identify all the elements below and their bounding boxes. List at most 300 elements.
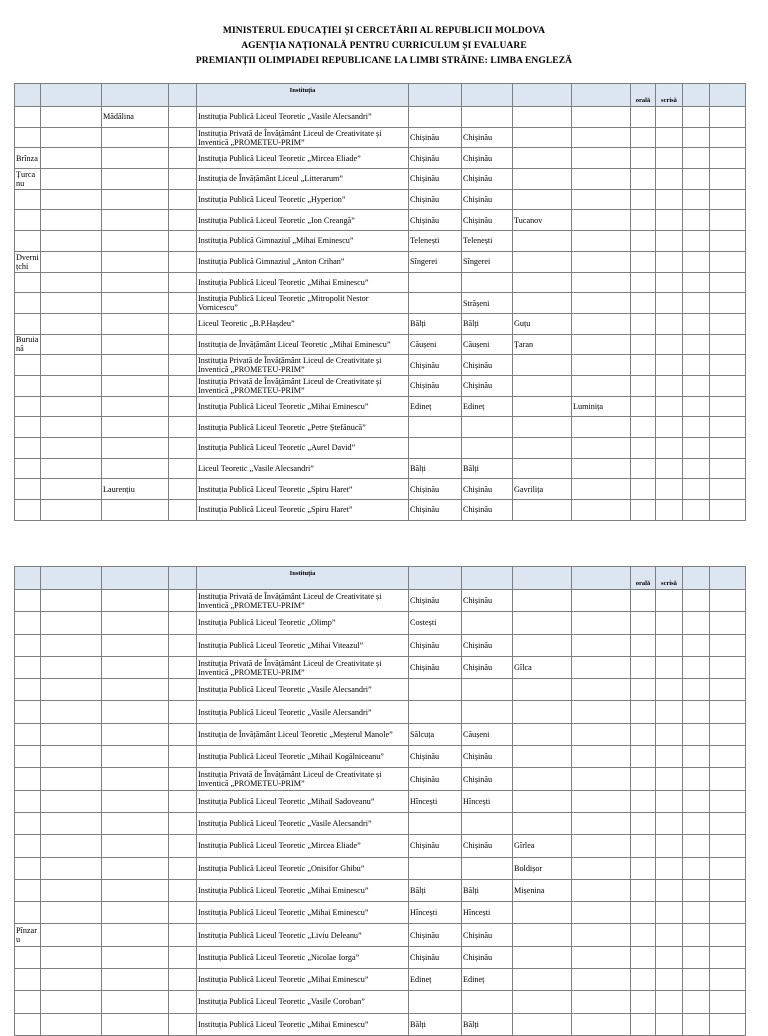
table-cell: [513, 612, 572, 634]
table-cell: [41, 313, 102, 334]
table-cell: [15, 313, 41, 334]
table-cell: [102, 334, 169, 355]
table-cell: [710, 946, 746, 968]
table-cell: Chișinău: [409, 169, 462, 190]
table-cell: Chișinău: [462, 355, 513, 376]
institution-cell: Instituția Publică Liceul Teoretic „Mihai Eminescu”: [197, 902, 409, 924]
institution-cell: Instituția Publică Liceul Teoretic „Mihail Sadoveanu”: [197, 790, 409, 812]
table-cell: [631, 857, 656, 879]
table-cell: [102, 210, 169, 231]
table-cell: [41, 879, 102, 901]
table-cell: [15, 946, 41, 968]
institution-cell: Instituția Publică Liceul Teoretic „Onisifor Ghibu”: [197, 857, 409, 879]
table-cell: [656, 500, 683, 521]
table-cell: Chișinău: [462, 946, 513, 968]
table-cell: Chișinău: [409, 127, 462, 148]
table-cell: [409, 272, 462, 293]
table-row: [15, 634, 746, 656]
table-cell: [656, 790, 683, 812]
table-cell: [169, 293, 197, 314]
institution-cell: Instituția Publică Liceul Teoretic „Olimp”: [197, 612, 409, 634]
table-cell: Căușeni: [462, 723, 513, 745]
table-cell: [710, 334, 746, 355]
table-cell: [572, 924, 631, 946]
table-cell: [102, 790, 169, 812]
table-cell: Telenești: [462, 231, 513, 252]
table-cell: [656, 396, 683, 417]
table-cell: [15, 790, 41, 812]
title-olympiad: PREMIANȚII OLIMPIADEI REPUBLICANE LA LIMBI STRĂINE: LIMBA ENGLEZĂ: [195, 56, 573, 66]
table-header-row: [15, 84, 746, 107]
table-cell: [15, 417, 41, 438]
table-cell: [572, 251, 631, 272]
table-cell: [513, 438, 572, 459]
table-cell: [683, 417, 710, 438]
table-cell: [513, 458, 572, 479]
table-cell: [656, 969, 683, 991]
table-cell: [572, 334, 631, 355]
institution-cell: Instituția Publică Liceul Teoretic „Mircea Eliade”: [197, 148, 409, 169]
table-cell: [683, 169, 710, 190]
table-cell: [656, 251, 683, 272]
table-cell: Chișinău: [409, 500, 462, 521]
table-cell: [169, 251, 197, 272]
table-cell: [710, 251, 746, 272]
table-cell: [513, 924, 572, 946]
header-cell: [15, 84, 41, 107]
table-cell: [656, 127, 683, 148]
table-row: [15, 656, 746, 678]
table-cell: [169, 355, 197, 376]
header-institution: Instituția: [197, 84, 409, 107]
table-cell: Laurențiu: [102, 479, 169, 500]
table-cell: [631, 231, 656, 252]
table-cell: [656, 355, 683, 376]
table-cell: [102, 991, 169, 1013]
table-cell: [169, 656, 197, 678]
table-cell: [102, 924, 169, 946]
table-cell: Gîlca: [513, 656, 572, 678]
table-cell: [513, 107, 572, 128]
table-cell: [572, 590, 631, 612]
table-cell: [513, 231, 572, 252]
table-cell: Țurcanu: [15, 169, 41, 190]
table-row: [15, 924, 746, 946]
table-cell: [169, 417, 197, 438]
table-cell: [41, 902, 102, 924]
table-cell: [710, 790, 746, 812]
table-cell: [572, 148, 631, 169]
table-cell: [683, 812, 710, 834]
header-cell: [41, 567, 102, 590]
table-cell: Hîncești: [462, 790, 513, 812]
table-cell: [631, 355, 656, 376]
table-cell: Chișinău: [409, 835, 462, 857]
table-cell: [710, 313, 746, 334]
table-cell: [513, 500, 572, 521]
institution-cell: Instituția Publică Gimnaziul „Mihai Eminescu”: [197, 231, 409, 252]
header-cell: [102, 84, 169, 107]
table-cell: [41, 293, 102, 314]
table-cell: [631, 924, 656, 946]
table-cell: [631, 169, 656, 190]
table-cell: [169, 107, 197, 128]
table-cell: [169, 272, 197, 293]
table-cell: [631, 723, 656, 745]
table-cell: [710, 612, 746, 634]
table-cell: [102, 969, 169, 991]
table-cell: [15, 189, 41, 210]
table-cell: [572, 902, 631, 924]
table-cell: [656, 417, 683, 438]
table-cell: [683, 458, 710, 479]
table-cell: [409, 857, 462, 879]
institution-cell: Instituția Publică Liceul Teoretic „Petre Ștefănucă”: [197, 417, 409, 438]
table-row: [15, 812, 746, 834]
table-cell: [710, 355, 746, 376]
table-cell: Sălcuța: [409, 723, 462, 745]
table-cell: Chișinău: [409, 768, 462, 790]
table-cell: [462, 107, 513, 128]
table-cell: [631, 991, 656, 1013]
table-cell: [572, 701, 631, 723]
table-cell: [169, 148, 197, 169]
table-cell: Edineț: [409, 396, 462, 417]
table-cell: [15, 500, 41, 521]
table-row: [15, 612, 746, 634]
table-cell: [572, 835, 631, 857]
table-cell: [169, 375, 197, 396]
table-cell: [683, 723, 710, 745]
table-cell: [15, 355, 41, 376]
table-cell: [710, 879, 746, 901]
table-row: [15, 500, 746, 521]
table-cell: [631, 746, 656, 768]
table-cell: [572, 991, 631, 1013]
table-row: [15, 396, 746, 417]
table-cell: [572, 375, 631, 396]
table-cell: [513, 590, 572, 612]
table-cell: [102, 946, 169, 968]
institution-cell: Instituția Privată de Învățământ Liceul de Creativitate și Inventică „PROMETEU-PRIM”: [197, 768, 409, 790]
table-cell: [513, 375, 572, 396]
table-cell: [15, 293, 41, 314]
table-cell: [41, 396, 102, 417]
table-cell: Luminița: [572, 396, 631, 417]
table-cell: [102, 438, 169, 459]
table-cell: [513, 189, 572, 210]
table-cell: [41, 790, 102, 812]
table-cell: [683, 991, 710, 1013]
table-cell: [102, 417, 169, 438]
table-cell: [572, 857, 631, 879]
header-written: scrisă: [656, 84, 683, 107]
table-cell: [656, 313, 683, 334]
table-cell: [656, 479, 683, 500]
table-cell: [462, 438, 513, 459]
table-cell: Chișinău: [462, 500, 513, 521]
table-row: [15, 438, 746, 459]
table-cell: [631, 835, 656, 857]
table-cell: Bălți: [462, 879, 513, 901]
table-cell: [631, 396, 656, 417]
table-cell: [631, 590, 656, 612]
table-cell: [572, 969, 631, 991]
table-cell: Gavrilița: [513, 479, 572, 500]
table-cell: [710, 231, 746, 252]
table-cell: Căușeni: [462, 334, 513, 355]
table-cell: Chișinău: [462, 210, 513, 231]
institution-cell: Instituția Privată de Învățământ Liceul de Creativitate și Inventică „PROMETEU-PRIM”: [197, 375, 409, 396]
table-cell: [683, 231, 710, 252]
table-cell: Boldișor: [513, 857, 572, 879]
institution-cell: Instituția Publică Liceul Teoretic „Mihai Eminescu”: [197, 969, 409, 991]
table-cell: Pînzaru: [15, 924, 41, 946]
table-cell: [41, 272, 102, 293]
table-cell: [656, 902, 683, 924]
laureates-table-2: [14, 566, 746, 1036]
table-row: [15, 991, 746, 1013]
table-cell: Chișinău: [409, 148, 462, 169]
table-cell: [15, 679, 41, 701]
table-cell: Buruiană: [15, 334, 41, 355]
institution-cell: Instituția Publică Gimnaziul „Anton Crihan”: [197, 251, 409, 272]
table-cell: [710, 812, 746, 834]
table-cell: Chișinău: [409, 375, 462, 396]
table-row: [15, 107, 746, 128]
table-cell: Chișinău: [462, 169, 513, 190]
table-row: [15, 768, 746, 790]
table-cell: [513, 127, 572, 148]
table-cell: Chișinău: [462, 375, 513, 396]
table-cell: [710, 438, 746, 459]
table-cell: [513, 812, 572, 834]
table-cell: [631, 1013, 656, 1035]
table-cell: [656, 375, 683, 396]
table-cell: [41, 701, 102, 723]
institution-cell: Instituția de Învățământ Liceul Teoretic „Mihai Eminescu”: [197, 334, 409, 355]
table-cell: Bălți: [462, 313, 513, 334]
table-cell: Chișinău: [462, 127, 513, 148]
table-cell: Căușeni: [409, 334, 462, 355]
table-cell: [631, 790, 656, 812]
table-cell: [710, 991, 746, 1013]
table-cell: [513, 790, 572, 812]
table-cell: [631, 768, 656, 790]
header-oral: orală: [631, 567, 656, 590]
table-cell: [169, 857, 197, 879]
table-cell: Chișinău: [409, 355, 462, 376]
table-cell: [656, 107, 683, 128]
table-cell: Telenești: [409, 231, 462, 252]
table-cell: [169, 479, 197, 500]
table-cell: [15, 127, 41, 148]
table-row: [15, 417, 746, 438]
table-cell: [102, 355, 169, 376]
document-header: [0, 24, 768, 69]
table-cell: Chișinău: [409, 590, 462, 612]
table-cell: [15, 458, 41, 479]
table-cell: [683, 656, 710, 678]
table-cell: [572, 231, 631, 252]
table-cell: [572, 479, 631, 500]
table-cell: [631, 293, 656, 314]
table-cell: [15, 231, 41, 252]
table-cell: [683, 251, 710, 272]
table-cell: [656, 946, 683, 968]
table-cell: [710, 924, 746, 946]
institution-cell: Instituția Publică Liceul Teoretic „Mihail Kogălniceanu”: [197, 746, 409, 768]
table-cell: [683, 355, 710, 376]
title-ministry: MINISTERUL EDUCAȚIEI ȘI CERCETĂRII AL REPUBLICII MOLDOVA: [222, 26, 546, 36]
table-cell: [462, 857, 513, 879]
table-row: [15, 946, 746, 968]
table-cell: [656, 991, 683, 1013]
institution-cell: Liceul Teoretic „B.P.Hașdeu”: [197, 313, 409, 334]
table-cell: [656, 148, 683, 169]
table-cell: [572, 107, 631, 128]
table-row: [15, 590, 746, 612]
table-cell: [102, 612, 169, 634]
table-cell: [15, 107, 41, 128]
table-cell: Edineț: [462, 396, 513, 417]
table-cell: [102, 272, 169, 293]
table-cell: Chișinău: [409, 634, 462, 656]
table-cell: [683, 835, 710, 857]
table-cell: [41, 417, 102, 438]
table-cell: [169, 210, 197, 231]
table-cell: [656, 334, 683, 355]
table-cell: [462, 991, 513, 1013]
table-cell: [631, 612, 656, 634]
table-cell: [15, 835, 41, 857]
table-cell: [710, 272, 746, 293]
table-row: [15, 189, 746, 210]
table-cell: Gîrlea: [513, 835, 572, 857]
table-cell: Chișinău: [462, 148, 513, 169]
table-cell: [656, 835, 683, 857]
table-cell: [41, 107, 102, 128]
table-cell: [513, 251, 572, 272]
header-cell: [572, 567, 631, 590]
table-cell: [513, 148, 572, 169]
table-cell: [631, 148, 656, 169]
table-cell: [572, 500, 631, 521]
table-cell: [631, 479, 656, 500]
table-cell: [710, 375, 746, 396]
table-cell: [631, 272, 656, 293]
institution-cell: Instituția Publică Liceul Teoretic „Spiru Haret”: [197, 500, 409, 521]
table-cell: [683, 127, 710, 148]
table-cell: [683, 107, 710, 128]
table-cell: [656, 857, 683, 879]
table-cell: [41, 127, 102, 148]
table-cell: [102, 396, 169, 417]
table-cell: [102, 189, 169, 210]
table-cell: [513, 417, 572, 438]
table-cell: [572, 679, 631, 701]
table-cell: [572, 812, 631, 834]
table-cell: [41, 355, 102, 376]
table-row: [15, 857, 746, 879]
table-cell: [41, 746, 102, 768]
table-cell: [513, 701, 572, 723]
table-cell: [462, 679, 513, 701]
header-written: scrisă: [656, 567, 683, 590]
table-cell: [572, 169, 631, 190]
table-cell: [462, 701, 513, 723]
table-cell: [513, 746, 572, 768]
table-cell: [572, 879, 631, 901]
table-cell: [169, 902, 197, 924]
table-cell: [572, 746, 631, 768]
table-cell: [710, 1013, 746, 1035]
table-cell: [169, 812, 197, 834]
institution-cell: Instituția Publică Liceul Teoretic „Vasile Alecsandri”: [197, 107, 409, 128]
table-cell: [710, 746, 746, 768]
table-cell: [710, 293, 746, 314]
table-cell: [41, 835, 102, 857]
table-cell: [656, 272, 683, 293]
table-cell: [710, 500, 746, 521]
table-cell: [572, 1013, 631, 1035]
table-cell: [710, 590, 746, 612]
table-cell: [169, 127, 197, 148]
table-cell: [513, 991, 572, 1013]
table-row: [15, 746, 746, 768]
table-cell: [572, 355, 631, 376]
table-cell: [169, 1013, 197, 1035]
laureates-table-1: [14, 83, 746, 521]
table-row: [15, 969, 746, 991]
table-cell: Chișinău: [409, 210, 462, 231]
table-cell: [631, 656, 656, 678]
table-cell: [102, 902, 169, 924]
table-cell: Chișinău: [409, 746, 462, 768]
table-cell: [102, 835, 169, 857]
table-cell: [631, 969, 656, 991]
table-cell: [656, 768, 683, 790]
table-cell: [169, 723, 197, 745]
table-cell: [683, 768, 710, 790]
table-cell: [41, 590, 102, 612]
table-cell: [683, 396, 710, 417]
institution-cell: Instituția Publică Liceul Teoretic „Mihai Eminescu”: [197, 879, 409, 901]
table-cell: [683, 679, 710, 701]
table-cell: [572, 293, 631, 314]
table-cell: [656, 231, 683, 252]
table-row: [15, 272, 746, 293]
table-cell: [169, 879, 197, 901]
table-cell: Țaran: [513, 334, 572, 355]
table-cell: [683, 313, 710, 334]
table-cell: [102, 169, 169, 190]
institution-cell: Instituția Publică Liceul Teoretic „Mitropolit Nestor Vornicescu”: [197, 293, 409, 314]
table-row: [15, 458, 746, 479]
table-cell: [710, 458, 746, 479]
table-cell: [462, 812, 513, 834]
table-cell: [102, 127, 169, 148]
header-cell: [102, 567, 169, 590]
table-cell: [710, 634, 746, 656]
header-institution: Instituția: [197, 567, 409, 590]
table-cell: [683, 701, 710, 723]
table-cell: [572, 458, 631, 479]
table-row: [15, 169, 746, 190]
table-cell: [631, 879, 656, 901]
table-cell: [656, 879, 683, 901]
table-cell: [572, 656, 631, 678]
